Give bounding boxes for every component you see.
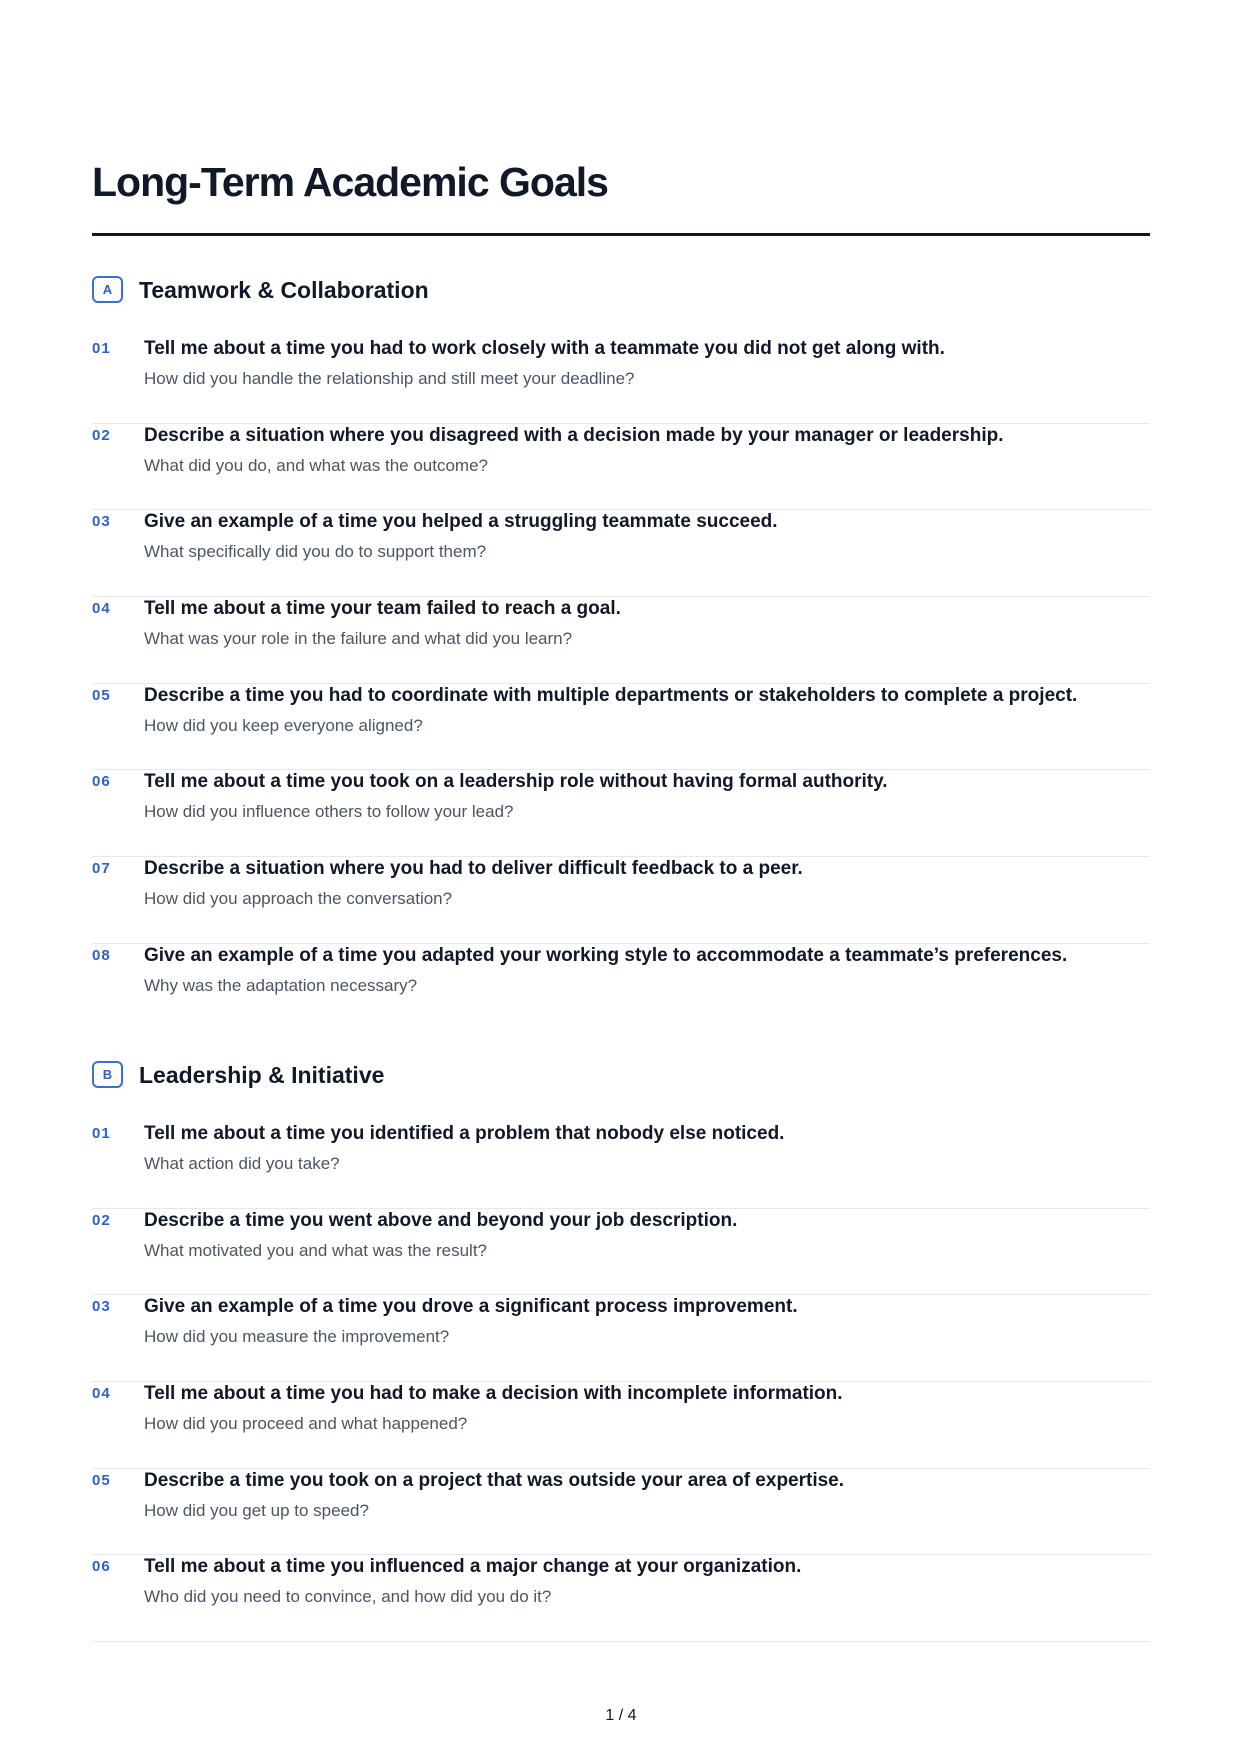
question-number: 02	[92, 426, 111, 444]
question-number: 03	[92, 1298, 111, 1316]
question-followup: How did you proceed and what happened?	[144, 1414, 468, 1434]
section-badge: A	[92, 276, 123, 303]
question-number: 04	[92, 600, 111, 618]
question-text: Tell me about a time you had to make a decision with incomplete information.	[144, 1383, 843, 1405]
question-number: 01	[92, 340, 111, 357]
question-text: Give an example of a time you helped a struggling teammate succeed.	[144, 511, 778, 533]
question-text: Tell me about a time you influenced a major change at your organization.	[144, 1556, 802, 1578]
question-item	[92, 510, 1150, 597]
question-followup: How did you get up to speed?	[144, 1500, 369, 1520]
question-followup: Why was the adaptation necessary?	[144, 975, 418, 995]
question-item	[92, 1382, 1150, 1469]
question-followup: What was your role in the failure and what did you learn?	[144, 629, 573, 649]
question-text: Tell me about a time you identified a problem that nobody else noticed.	[144, 1123, 785, 1144]
question-followup: How did you influence others to follow your lead?	[144, 802, 514, 822]
question-item	[92, 1295, 1150, 1382]
question-number: 06	[92, 773, 111, 791]
question-item	[92, 770, 1150, 857]
question-item	[92, 1122, 1150, 1209]
section-header	[92, 275, 1150, 307]
question-followup: What did you do, and what was the outcome?	[144, 455, 488, 475]
question-followup: What specifically did you do to support them?	[144, 542, 487, 562]
question-followup: How did you handle the relationship and still meet your deadline?	[144, 369, 635, 388]
question-number: 01	[92, 1125, 111, 1142]
question-item	[92, 1469, 1150, 1556]
question-number: 02	[92, 1211, 111, 1229]
section-title: Teamwork & Collaboration	[139, 277, 429, 303]
question-followup: How did you measure the improvement?	[144, 1327, 450, 1347]
section-title: Leadership & Initiative	[139, 1062, 385, 1088]
question-followup: How did you keep everyone aligned?	[144, 715, 423, 735]
question-list	[92, 1122, 1150, 1642]
question-item	[92, 424, 1150, 511]
question-item	[92, 684, 1150, 771]
question-text: Describe a time you had to coordinate with multiple departments or stakeholders to complete a project.	[144, 684, 1078, 706]
question-number: 03	[92, 513, 111, 531]
question-number: 05	[92, 686, 111, 704]
question-text: Give an example of a time you adapted your working style to accommodate a teammate’s preferences.	[144, 944, 1068, 966]
question-text: Describe a time you went above and beyond your job description.	[144, 1209, 738, 1231]
question-text: Give an example of a time you drove a significant process improvement.	[144, 1296, 798, 1318]
question-followup: What motivated you and what was the result?	[144, 1240, 488, 1260]
section-leadership	[92, 1060, 1150, 1607]
question-item	[92, 597, 1150, 684]
question-item	[92, 337, 1150, 424]
question-followup: How did you approach the conversation?	[144, 889, 453, 909]
question-item	[92, 944, 1150, 1031]
question-number: 05	[92, 1471, 111, 1489]
section-badge: B	[92, 1061, 123, 1088]
question-number: 04	[92, 1385, 111, 1403]
question-number: 08	[92, 946, 111, 964]
question-item	[92, 1209, 1150, 1296]
question-followup: Who did you need to convince, and how did you do it?	[144, 1587, 552, 1607]
page-indicator: 1 / 4	[605, 1707, 637, 1724]
question-item	[92, 1555, 1150, 1642]
question-followup: What action did you take?	[144, 1154, 340, 1173]
question-text: Describe a time you took on a project that was outside your area of expertise.	[144, 1469, 845, 1491]
page-title: Long-Term Academic Goals	[92, 159, 608, 205]
question-text: Tell me about a time you took on a leadership role without having formal authority.	[144, 771, 888, 793]
title-divider	[92, 233, 1150, 236]
question-text: Describe a situation where you had to deliver difficult feedback to a peer.	[144, 858, 803, 880]
question-list	[92, 337, 1150, 1031]
question-item	[92, 857, 1150, 944]
question-text: Describe a situation where you disagreed with a decision made by your manager or leadership.	[144, 424, 1004, 446]
question-number: 07	[92, 860, 111, 878]
question-number: 06	[92, 1558, 111, 1576]
section-header	[92, 1060, 1150, 1092]
question-text: Tell me about a time you had to work closely with a teammate you did not get along with.	[144, 338, 945, 359]
section-teamwork	[92, 275, 1150, 995]
question-text: Tell me about a time your team failed to reach a goal.	[144, 598, 621, 620]
